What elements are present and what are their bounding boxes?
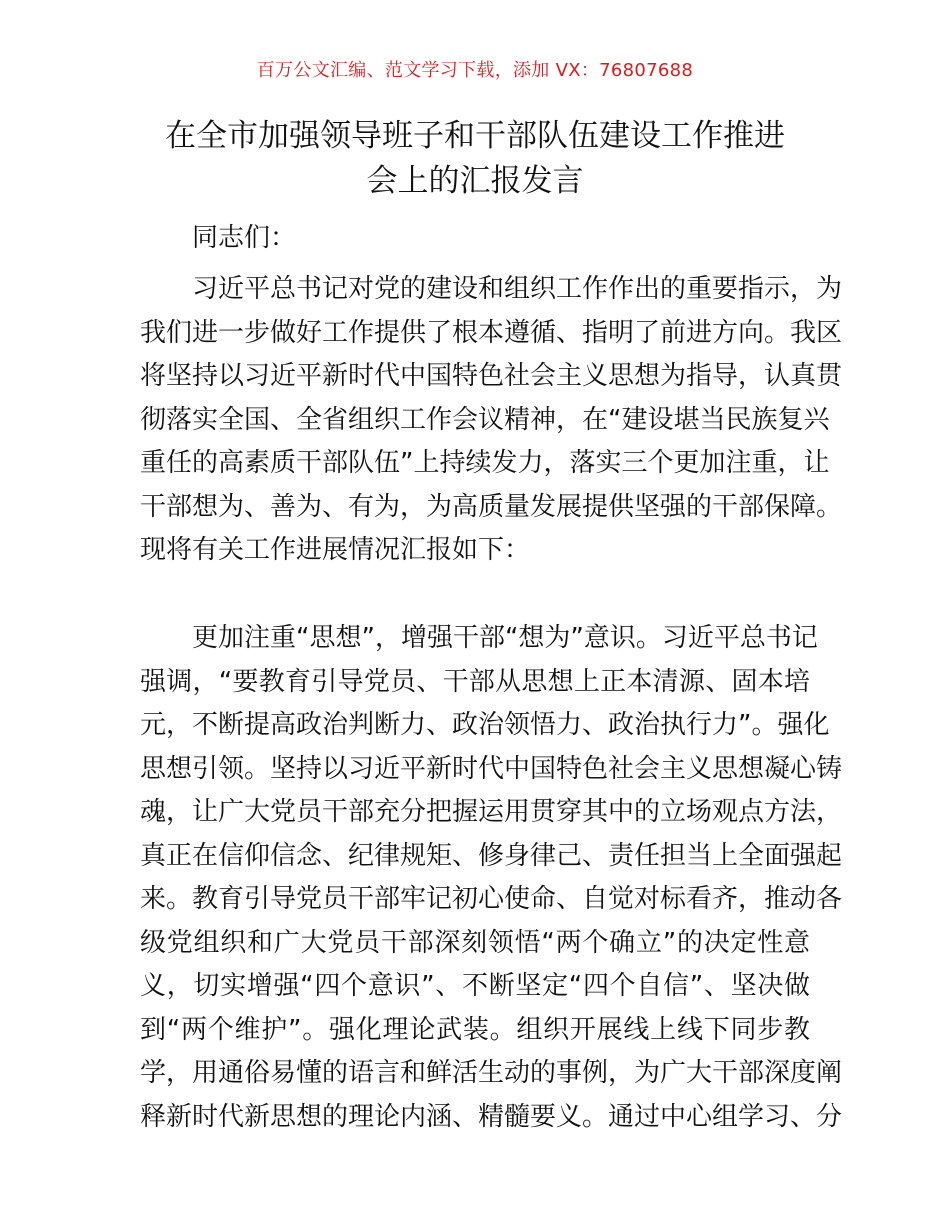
paragraph-1 (140, 268, 843, 573)
text-line: 来。教育引导党员干部牢记初心使命、自觉对标看齐，推动各 (140, 884, 843, 914)
title-line: 在全市加强领导班子和干部队伍建设工作推进 (165, 118, 785, 154)
text-line: 重任的高素质干部队伍”上持续发力，落实三个更加注重，让 (140, 448, 830, 478)
text-line: 魂，让广大党员干部充分把握运用贯穿其中的立场观点方法， (140, 797, 843, 827)
text-line: 将坚持以习近平新时代中国特色社会主义思想为指导，认真贯 (140, 361, 843, 391)
salutation: 同志们： (192, 223, 297, 253)
text-line: 释新时代新思想的理论内涵、精髓要义。通过中心组学习、分 (140, 1101, 843, 1132)
title-line: 会上的汇报发言 (366, 163, 584, 199)
text-line: 习近平总书记对党的建设和组织工作作出的重要指示，为 (192, 274, 843, 304)
watermark-header: 百万公文汇编、范文学习下载，添加 VX：76807688 (256, 60, 694, 81)
text-line: 学，用通俗易懂的语言和鲜活生动的事例，为广大干部深度阐 (140, 1058, 843, 1088)
text-line: 我们进一步做好工作提供了根本遵循、指明了前进方向。我区 (140, 317, 843, 348)
text-line: 真正在信仰信念、纪律规矩、修身律己、责任担当上全面强起 (140, 840, 843, 871)
document-title (140, 114, 810, 204)
text-line: 彻落实全国、全省组织工作会议精神，在“建设堪当民族复兴 (140, 404, 830, 435)
text-line: 强调，“要教育引导党员、干部从思想上正本清源、固本培 (140, 666, 810, 697)
text-line: 义，切实增强“四个意识”、不断坚定“四个自信”、坚决做 (140, 971, 810, 1001)
text-line: 到“两个维护”。强化理论武装。组织开展线上线下同步教 (140, 1014, 810, 1045)
text-line: 干部想为、善为、有为，为高质量发展提供坚强的干部保障。 (140, 491, 843, 522)
text-line: 现将有关工作进展情况汇报如下： (140, 535, 531, 565)
text-line: 思想引领。坚持以习近平新时代中国特色社会主义思想凝心铸 (140, 753, 843, 784)
text-line: 元，不断提高政治判断力、政治领悟力、政治执行力”。强化 (140, 710, 830, 740)
text-line: 更加注重“思想”，增强干部“想为”意识。习近平总书记 (192, 623, 818, 653)
text-line: 级党组织和广大党员干部深刻领悟“两个确立”的决定性意 (140, 927, 810, 958)
paragraph-2 (140, 617, 843, 1139)
